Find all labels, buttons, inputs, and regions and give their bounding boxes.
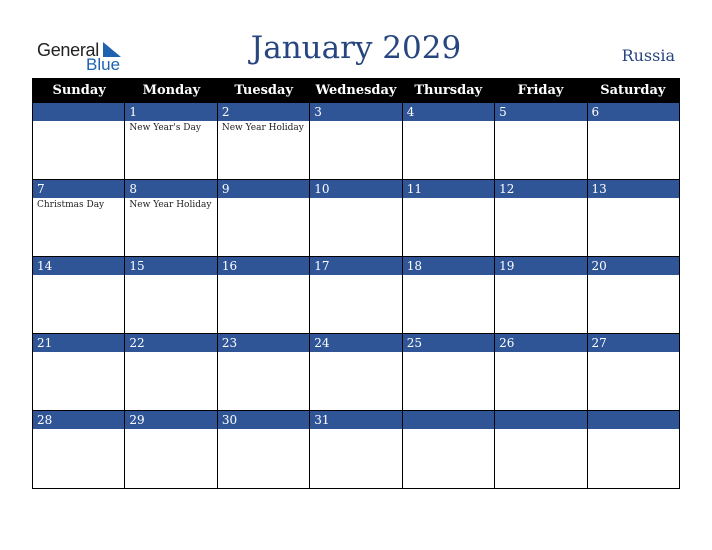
day-number: 14 xyxy=(33,257,124,275)
day-cell xyxy=(33,257,125,334)
day-number: 27 xyxy=(588,334,679,352)
week-row xyxy=(33,334,679,411)
day-cell xyxy=(495,103,587,180)
day-cell xyxy=(33,334,125,411)
day-number: 19 xyxy=(495,257,586,275)
day-number xyxy=(588,411,679,429)
day-number: 15 xyxy=(125,257,216,275)
day-cell xyxy=(588,180,679,257)
holiday-label: New Year's Day xyxy=(129,123,201,133)
day-number: 10 xyxy=(310,180,401,198)
day-number: 2 xyxy=(218,103,309,121)
day-cell xyxy=(495,257,587,334)
weekday-header-cell: Friday xyxy=(517,83,564,98)
day-number: 8 xyxy=(125,180,216,198)
day-cell xyxy=(218,334,310,411)
weekday-header-cell: Sunday xyxy=(52,83,106,98)
day-number: 21 xyxy=(33,334,124,352)
holiday-label: Christmas Day xyxy=(37,200,105,210)
day-number: 4 xyxy=(403,103,494,121)
day-cell xyxy=(125,334,217,411)
weekday-header-cell: Wednesday xyxy=(315,83,397,98)
day-number xyxy=(403,411,494,429)
day-cell xyxy=(495,411,587,488)
calendar-title: January 2029 xyxy=(250,30,462,66)
day-cell xyxy=(403,334,495,411)
day-cell xyxy=(310,411,402,488)
day-cell xyxy=(33,411,125,488)
day-cell xyxy=(588,411,679,488)
day-number: 20 xyxy=(588,257,679,275)
day-cell xyxy=(588,257,679,334)
logo-text-blue: Blue xyxy=(86,55,121,74)
weekday-header-row xyxy=(33,79,679,103)
day-number: 11 xyxy=(403,180,494,198)
day-number: 28 xyxy=(33,411,124,429)
day-number: 29 xyxy=(125,411,216,429)
calendar-weeks xyxy=(33,103,679,488)
day-cell xyxy=(310,334,402,411)
weekday-header-cell: Saturday xyxy=(600,83,666,98)
day-cell xyxy=(125,103,217,180)
holiday-label: New Year Holiday xyxy=(221,123,304,133)
calendar-grid xyxy=(32,78,680,489)
day-cell xyxy=(218,180,310,257)
day-number: 12 xyxy=(495,180,586,198)
day-cell xyxy=(218,411,310,488)
day-cell xyxy=(588,334,679,411)
day-number: 31 xyxy=(310,411,401,429)
country-label: Russia xyxy=(621,46,675,65)
day-number: 22 xyxy=(125,334,216,352)
week-row xyxy=(33,180,679,257)
day-number: 23 xyxy=(218,334,309,352)
day-cell xyxy=(403,180,495,257)
day-number: 9 xyxy=(218,180,309,198)
day-cell xyxy=(495,334,587,411)
logo-text-general: General xyxy=(37,40,99,60)
day-number xyxy=(495,411,586,429)
day-number: 17 xyxy=(310,257,401,275)
day-cell xyxy=(33,180,125,257)
weekday-header-cell: Thursday xyxy=(414,83,483,98)
week-row xyxy=(33,257,679,334)
day-cell xyxy=(125,180,217,257)
day-number: 6 xyxy=(588,103,679,121)
day-number: 26 xyxy=(495,334,586,352)
day-number: 13 xyxy=(588,180,679,198)
day-cell xyxy=(125,257,217,334)
day-cell xyxy=(218,257,310,334)
day-cell xyxy=(218,103,310,180)
day-number: 3 xyxy=(310,103,401,121)
day-cell xyxy=(33,103,125,180)
day-number: 30 xyxy=(218,411,309,429)
day-number: 24 xyxy=(310,334,401,352)
day-number: 5 xyxy=(495,103,586,121)
weekday-header-cell: Tuesday xyxy=(234,83,293,98)
day-cell xyxy=(310,257,402,334)
day-cell xyxy=(403,103,495,180)
day-cell xyxy=(403,257,495,334)
day-cell xyxy=(588,103,679,180)
day-cell xyxy=(403,411,495,488)
day-cell xyxy=(310,103,402,180)
week-row xyxy=(33,103,679,180)
day-number: 25 xyxy=(403,334,494,352)
day-cell xyxy=(495,180,587,257)
day-number: 7 xyxy=(33,180,124,198)
week-row xyxy=(33,411,679,488)
day-cell xyxy=(125,411,217,488)
holiday-label: New Year Holiday xyxy=(129,200,212,210)
day-number: 1 xyxy=(125,103,216,121)
day-number: 18 xyxy=(403,257,494,275)
day-cell xyxy=(310,180,402,257)
weekday-header-cell: Monday xyxy=(142,83,201,98)
day-number: 16 xyxy=(218,257,309,275)
day-number xyxy=(33,103,124,121)
